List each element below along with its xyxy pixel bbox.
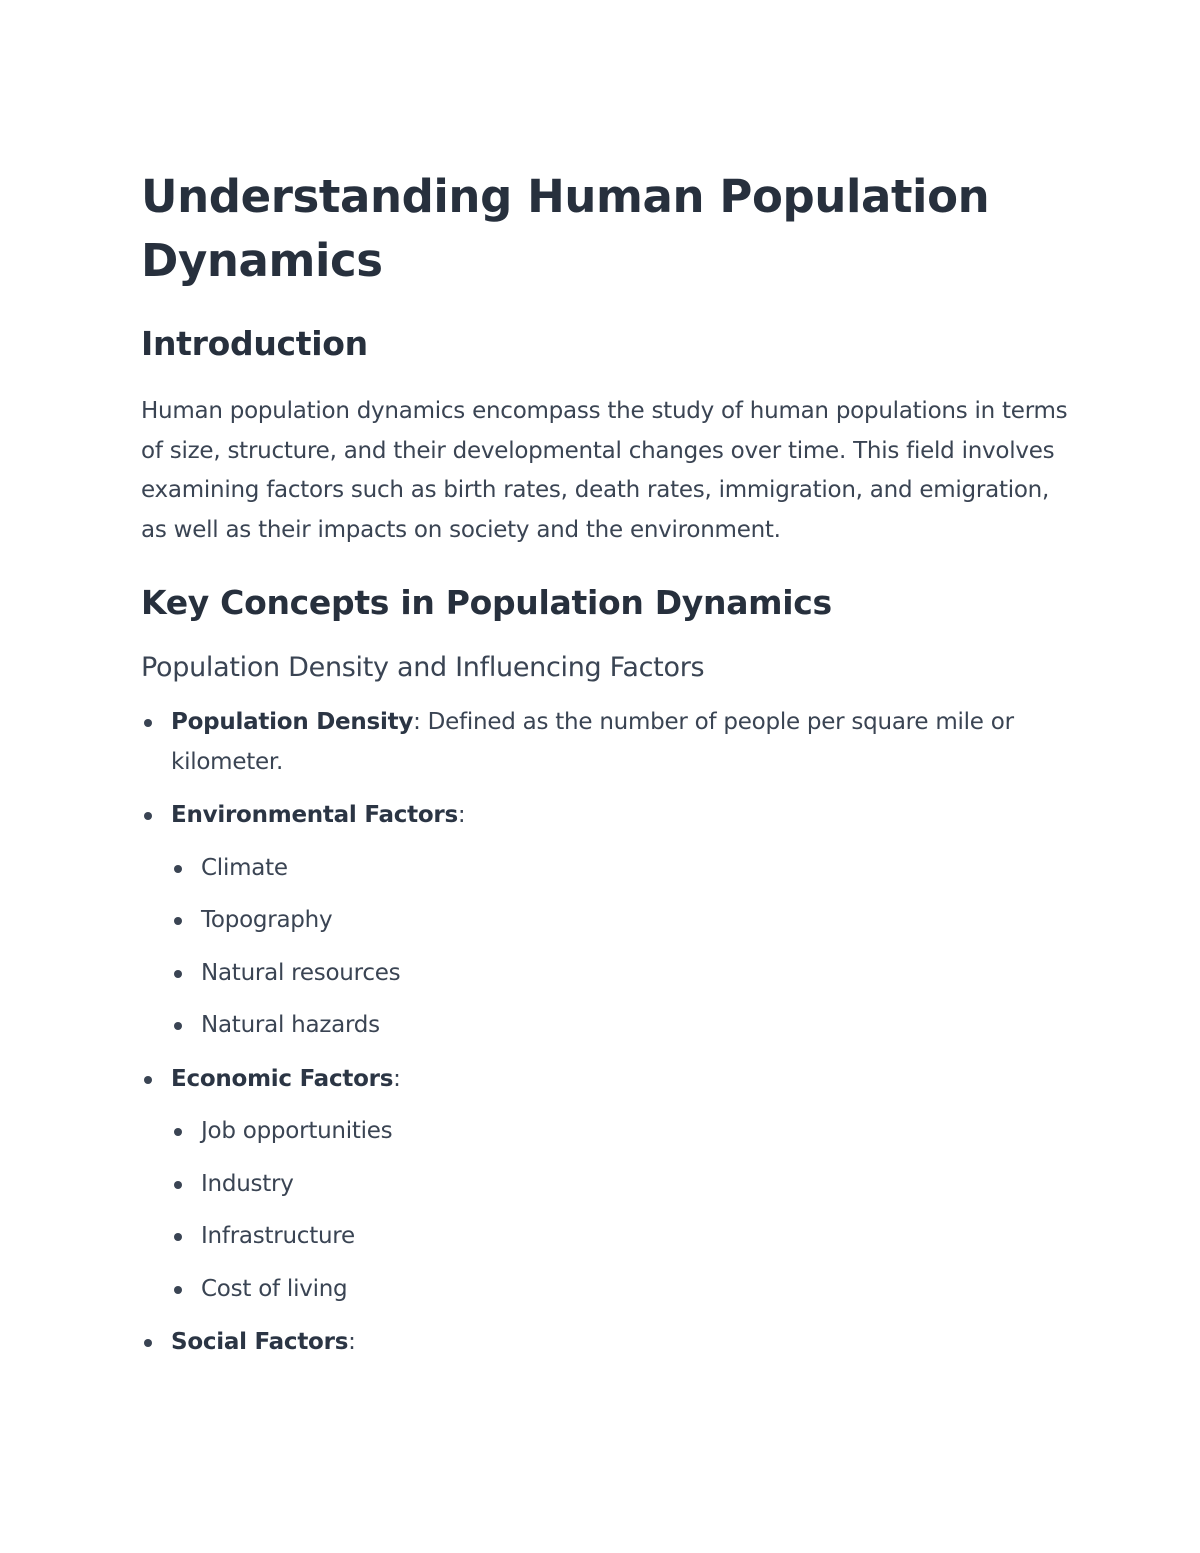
list-item-label: Population Density: [171, 709, 414, 735]
list-item-label: Social Factors: [171, 1329, 349, 1355]
sublist-item: Climate: [171, 849, 1081, 889]
list-item-text: :: [457, 802, 466, 828]
list-item-text: :: [393, 1065, 401, 1092]
document-title: Understanding Human Population Dynamics: [141, 170, 990, 287]
list-item-social-factors: [141, 1323, 1081, 1363]
list-item-population-density: [141, 703, 1081, 782]
sublist-item: Cost of living: [171, 1270, 1081, 1310]
introduction-paragraph: Human population dynamics encompass the study of human populations in terms of size, structure, and their developmental changes over time. This field involves examining factors such as birth rates, death rates, immigration, and emigration, as well as their impacts on society and the environment.: [141, 398, 1068, 543]
list-item-text: : Defined as the number of people per square mile or kilometer.: [171, 709, 1014, 775]
sublist-item: Natural hazards: [171, 1006, 1081, 1046]
list-item-environmental-factors: [141, 796, 1081, 1046]
document-page: [141, 165, 1081, 1377]
population-density-subheading: Population Density and Influencing Factors: [141, 652, 705, 683]
list-item-text: :: [348, 1329, 356, 1355]
sublist-item: Industry: [171, 1165, 1081, 1205]
key-concepts-heading: Key Concepts in Population Dynamics: [141, 583, 832, 622]
factors-list: [141, 703, 1081, 1363]
list-item-label: Economic Factors: [171, 1065, 394, 1092]
sublist-item: Natural resources: [171, 954, 1081, 994]
introduction-heading: Introduction: [141, 324, 368, 363]
environmental-factors-sublist: [171, 849, 1081, 1046]
list-item-economic-factors: [141, 1060, 1081, 1310]
sublist-item: Job opportunities: [171, 1112, 1081, 1152]
list-item-label: Environmental Factors: [171, 802, 458, 828]
sublist-item: Topography: [171, 901, 1081, 941]
sublist-item: Infrastructure: [171, 1217, 1081, 1257]
economic-factors-sublist: [171, 1112, 1081, 1309]
